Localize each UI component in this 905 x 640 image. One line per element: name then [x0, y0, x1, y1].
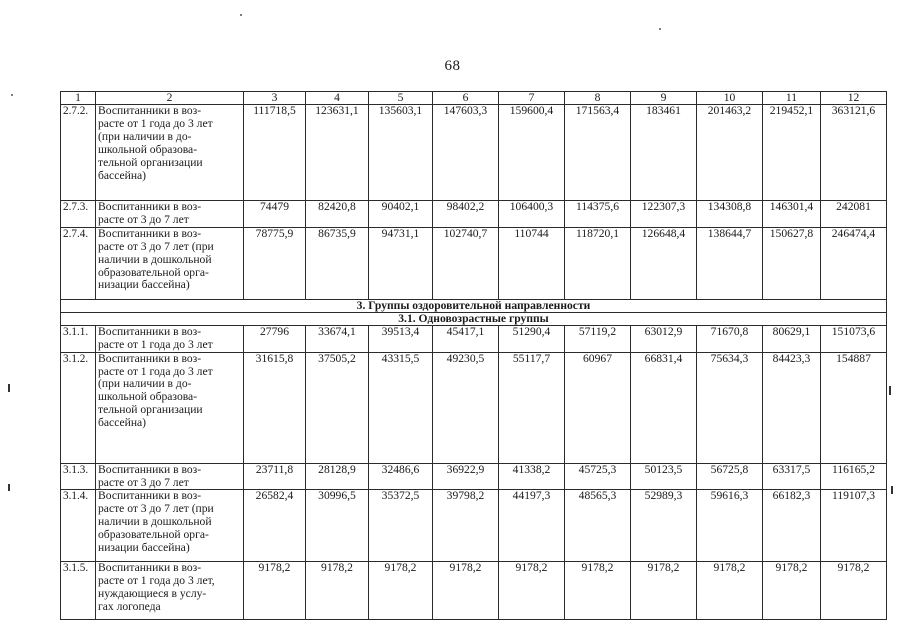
- value-cell: 44197,3: [499, 490, 565, 562]
- value-cell: 66831,4: [631, 352, 697, 463]
- row-description: [96, 325, 244, 352]
- value-cell: 9178,2: [631, 562, 697, 620]
- value-cell: 51290,4: [499, 325, 565, 352]
- value-cell: 57119,2: [565, 325, 631, 352]
- table-body: [61, 92, 887, 620]
- value-cell: 98402,2: [433, 201, 499, 228]
- scan-speck: [659, 28, 661, 30]
- value-cell: 36922,9: [433, 463, 499, 490]
- description-line: школьной образова-: [98, 390, 198, 404]
- value-cell: 52989,3: [631, 490, 697, 562]
- scan-speck: [11, 94, 13, 96]
- value-cell: 123631,1: [306, 105, 369, 201]
- description-line: расте от 1 года до 3 лет: [98, 116, 213, 130]
- description-line: бассейна): [98, 416, 147, 430]
- description-line: Воспитанники в воз-: [98, 104, 202, 117]
- row-description: [96, 463, 244, 490]
- description-line: (при наличии в до-: [98, 377, 192, 391]
- value-cell: 59616,3: [697, 490, 763, 562]
- value-cell: 75634,3: [697, 352, 763, 463]
- description-line: тельной организации: [98, 155, 203, 169]
- value-cell: 56725,8: [697, 463, 763, 490]
- description-line: бассейна): [98, 168, 147, 182]
- row-description: [96, 105, 244, 201]
- table-row: [61, 490, 887, 562]
- page-number: 68: [444, 58, 461, 74]
- row-description: [96, 227, 244, 299]
- value-cell: 63317,5: [763, 463, 821, 490]
- description-line: образовательной орга-: [98, 265, 209, 279]
- value-cell: 246474,4: [821, 227, 887, 299]
- value-cell: 31615,8: [244, 352, 306, 463]
- section-row: [61, 312, 887, 325]
- value-cell: 146301,4: [763, 201, 821, 228]
- description-line: (при наличии в до-: [98, 129, 192, 143]
- description-line: Воспитанники в воз-: [98, 325, 202, 338]
- value-cell: 48565,3: [565, 490, 631, 562]
- value-cell: 171563,4: [565, 105, 631, 201]
- header-cell: 4: [306, 92, 369, 105]
- header-cell: 5: [369, 92, 433, 105]
- value-cell: 30996,5: [306, 490, 369, 562]
- description-line: Воспитанники в воз-: [98, 561, 202, 575]
- value-cell: 9178,2: [565, 562, 631, 620]
- description-line: гах логопеда: [98, 600, 161, 614]
- value-cell: 23711,8: [244, 463, 306, 490]
- value-cell: 134308,8: [697, 201, 763, 228]
- value-cell: 45725,3: [565, 463, 631, 490]
- header-cell: 7: [499, 92, 565, 105]
- value-cell: 86735,9: [306, 227, 369, 299]
- row-code: 3.1.1.: [61, 325, 96, 352]
- row-description: [96, 352, 244, 463]
- value-cell: 82420,8: [306, 201, 369, 228]
- value-cell: 66182,3: [763, 490, 821, 562]
- header-cell: 12: [821, 92, 887, 105]
- value-cell: 80629,1: [763, 325, 821, 352]
- header-cell: 6: [433, 92, 499, 105]
- value-cell: 219452,1: [763, 105, 821, 201]
- value-cell: 37505,2: [306, 352, 369, 463]
- row-code: 3.1.3.: [61, 463, 96, 490]
- table-row: [61, 105, 887, 201]
- value-cell: 94731,1: [369, 227, 433, 299]
- value-cell: 9178,2: [763, 562, 821, 620]
- value-cell: 363121,6: [821, 105, 887, 201]
- value-cell: 150627,8: [763, 227, 821, 299]
- description-line: расте от 3 до 7 лет (при: [98, 502, 214, 516]
- value-cell: 41338,2: [499, 463, 565, 490]
- value-cell: 84423,3: [763, 352, 821, 463]
- value-cell: 32486,6: [369, 463, 433, 490]
- section-title: 3. Группы оздоровительной направленности: [61, 299, 887, 312]
- description-line: Воспитанники в воз-: [98, 463, 202, 476]
- value-cell: 39798,2: [433, 490, 499, 562]
- description-line: низации бассейна): [98, 541, 190, 555]
- description-line: Воспитанники в воз-: [98, 489, 202, 503]
- tariff-table: [60, 91, 887, 620]
- row-code: 2.7.4.: [61, 227, 96, 299]
- header-cell: 3: [244, 92, 306, 105]
- value-cell: 9178,2: [821, 562, 887, 620]
- value-cell: 26582,4: [244, 490, 306, 562]
- value-cell: 27796: [244, 325, 306, 352]
- value-cell: 28128,9: [306, 463, 369, 490]
- value-cell: 9178,2: [369, 562, 433, 620]
- crop-mark-right: [891, 486, 893, 494]
- description-line: наличии в дошкольной: [98, 515, 212, 529]
- section-row: [61, 299, 887, 312]
- table-row: [61, 562, 887, 620]
- value-cell: 154887: [821, 352, 887, 463]
- description-line: Воспитанники в воз-: [98, 200, 202, 213]
- value-cell: 43315,5: [369, 352, 433, 463]
- value-cell: 106400,3: [499, 201, 565, 228]
- table-row: [61, 325, 887, 352]
- description-line: низации бассейна): [98, 278, 190, 292]
- value-cell: 126648,4: [631, 227, 697, 299]
- value-cell: 39513,4: [369, 325, 433, 352]
- table-header-row: [61, 92, 887, 105]
- row-code: 2.7.3.: [61, 201, 96, 228]
- crop-mark-left: [8, 384, 10, 392]
- value-cell: 33674,1: [306, 325, 369, 352]
- value-cell: 242081: [821, 201, 887, 228]
- value-cell: 201463,2: [697, 105, 763, 201]
- table-row: [61, 201, 887, 228]
- value-cell: 60967: [565, 352, 631, 463]
- value-cell: 110744: [499, 227, 565, 299]
- description-line: тельной организации: [98, 403, 203, 417]
- value-cell: 147603,3: [433, 105, 499, 201]
- description-line: образовательной орга-: [98, 528, 209, 542]
- row-description: [96, 562, 244, 620]
- crop-mark-left: [8, 484, 10, 491]
- value-cell: 9178,2: [697, 562, 763, 620]
- row-code: 3.1.5.: [61, 562, 96, 620]
- description-line: расте от 1 года до 3 лет: [98, 364, 213, 378]
- description-line: расте от 3 до 7 лет (при: [98, 239, 214, 253]
- header-cell: 10: [697, 92, 763, 105]
- section-title: 3.1. Одновозрастные группы: [61, 312, 887, 325]
- value-cell: 116165,2: [821, 463, 887, 490]
- value-cell: 63012,9: [631, 325, 697, 352]
- description-line: Воспитанники в воз-: [98, 352, 202, 365]
- header-cell: 11: [763, 92, 821, 105]
- value-cell: 118720,1: [565, 227, 631, 299]
- description-line: школьной образова-: [98, 142, 198, 156]
- value-cell: 102740,7: [433, 227, 499, 299]
- header-cell: 9: [631, 92, 697, 105]
- description-line: Воспитанники в воз-: [98, 227, 202, 240]
- value-cell: 111718,5: [244, 105, 306, 201]
- value-cell: 119107,3: [821, 490, 887, 562]
- row-description: [96, 490, 244, 562]
- value-cell: 50123,5: [631, 463, 697, 490]
- value-cell: 9178,2: [306, 562, 369, 620]
- table-row: [61, 352, 887, 463]
- value-cell: 74479: [244, 201, 306, 228]
- value-cell: 9178,2: [244, 562, 306, 620]
- description-line: расте от 1 года до 3 лет,: [98, 574, 215, 588]
- value-cell: 151073,6: [821, 325, 887, 352]
- value-cell: 159600,4: [499, 105, 565, 201]
- scan-speck: [240, 14, 242, 16]
- row-code: 2.7.2.: [61, 105, 96, 201]
- value-cell: 71670,8: [697, 325, 763, 352]
- value-cell: 183461: [631, 105, 697, 201]
- description-line: расте от 1 года до 3 лет: [98, 337, 213, 351]
- description-line: расте от 3 до 7 лет: [98, 212, 189, 226]
- row-code: 3.1.4.: [61, 490, 96, 562]
- value-cell: 9178,2: [499, 562, 565, 620]
- value-cell: 55117,7: [499, 352, 565, 463]
- value-cell: 138644,7: [697, 227, 763, 299]
- crop-mark-right: [889, 386, 891, 395]
- value-cell: 49230,5: [433, 352, 499, 463]
- description-line: нуждающиеся в услу-: [98, 587, 207, 601]
- value-cell: 122307,3: [631, 201, 697, 228]
- value-cell: 135603,1: [369, 105, 433, 201]
- description-line: наличии в дошкольной: [98, 252, 212, 266]
- table-row: [61, 463, 887, 490]
- table-row: [61, 227, 887, 299]
- header-cell: 8: [565, 92, 631, 105]
- value-cell: 90402,1: [369, 201, 433, 228]
- header-cell: 2: [96, 92, 244, 105]
- value-cell: 9178,2: [433, 562, 499, 620]
- row-code: 3.1.2.: [61, 352, 96, 463]
- value-cell: 114375,6: [565, 201, 631, 228]
- value-cell: 45417,1: [433, 325, 499, 352]
- row-description: [96, 201, 244, 228]
- header-cell: 1: [61, 92, 96, 105]
- value-cell: 35372,5: [369, 490, 433, 562]
- description-line: расте от 3 до 7 лет: [98, 475, 189, 489]
- value-cell: 78775,9: [244, 227, 306, 299]
